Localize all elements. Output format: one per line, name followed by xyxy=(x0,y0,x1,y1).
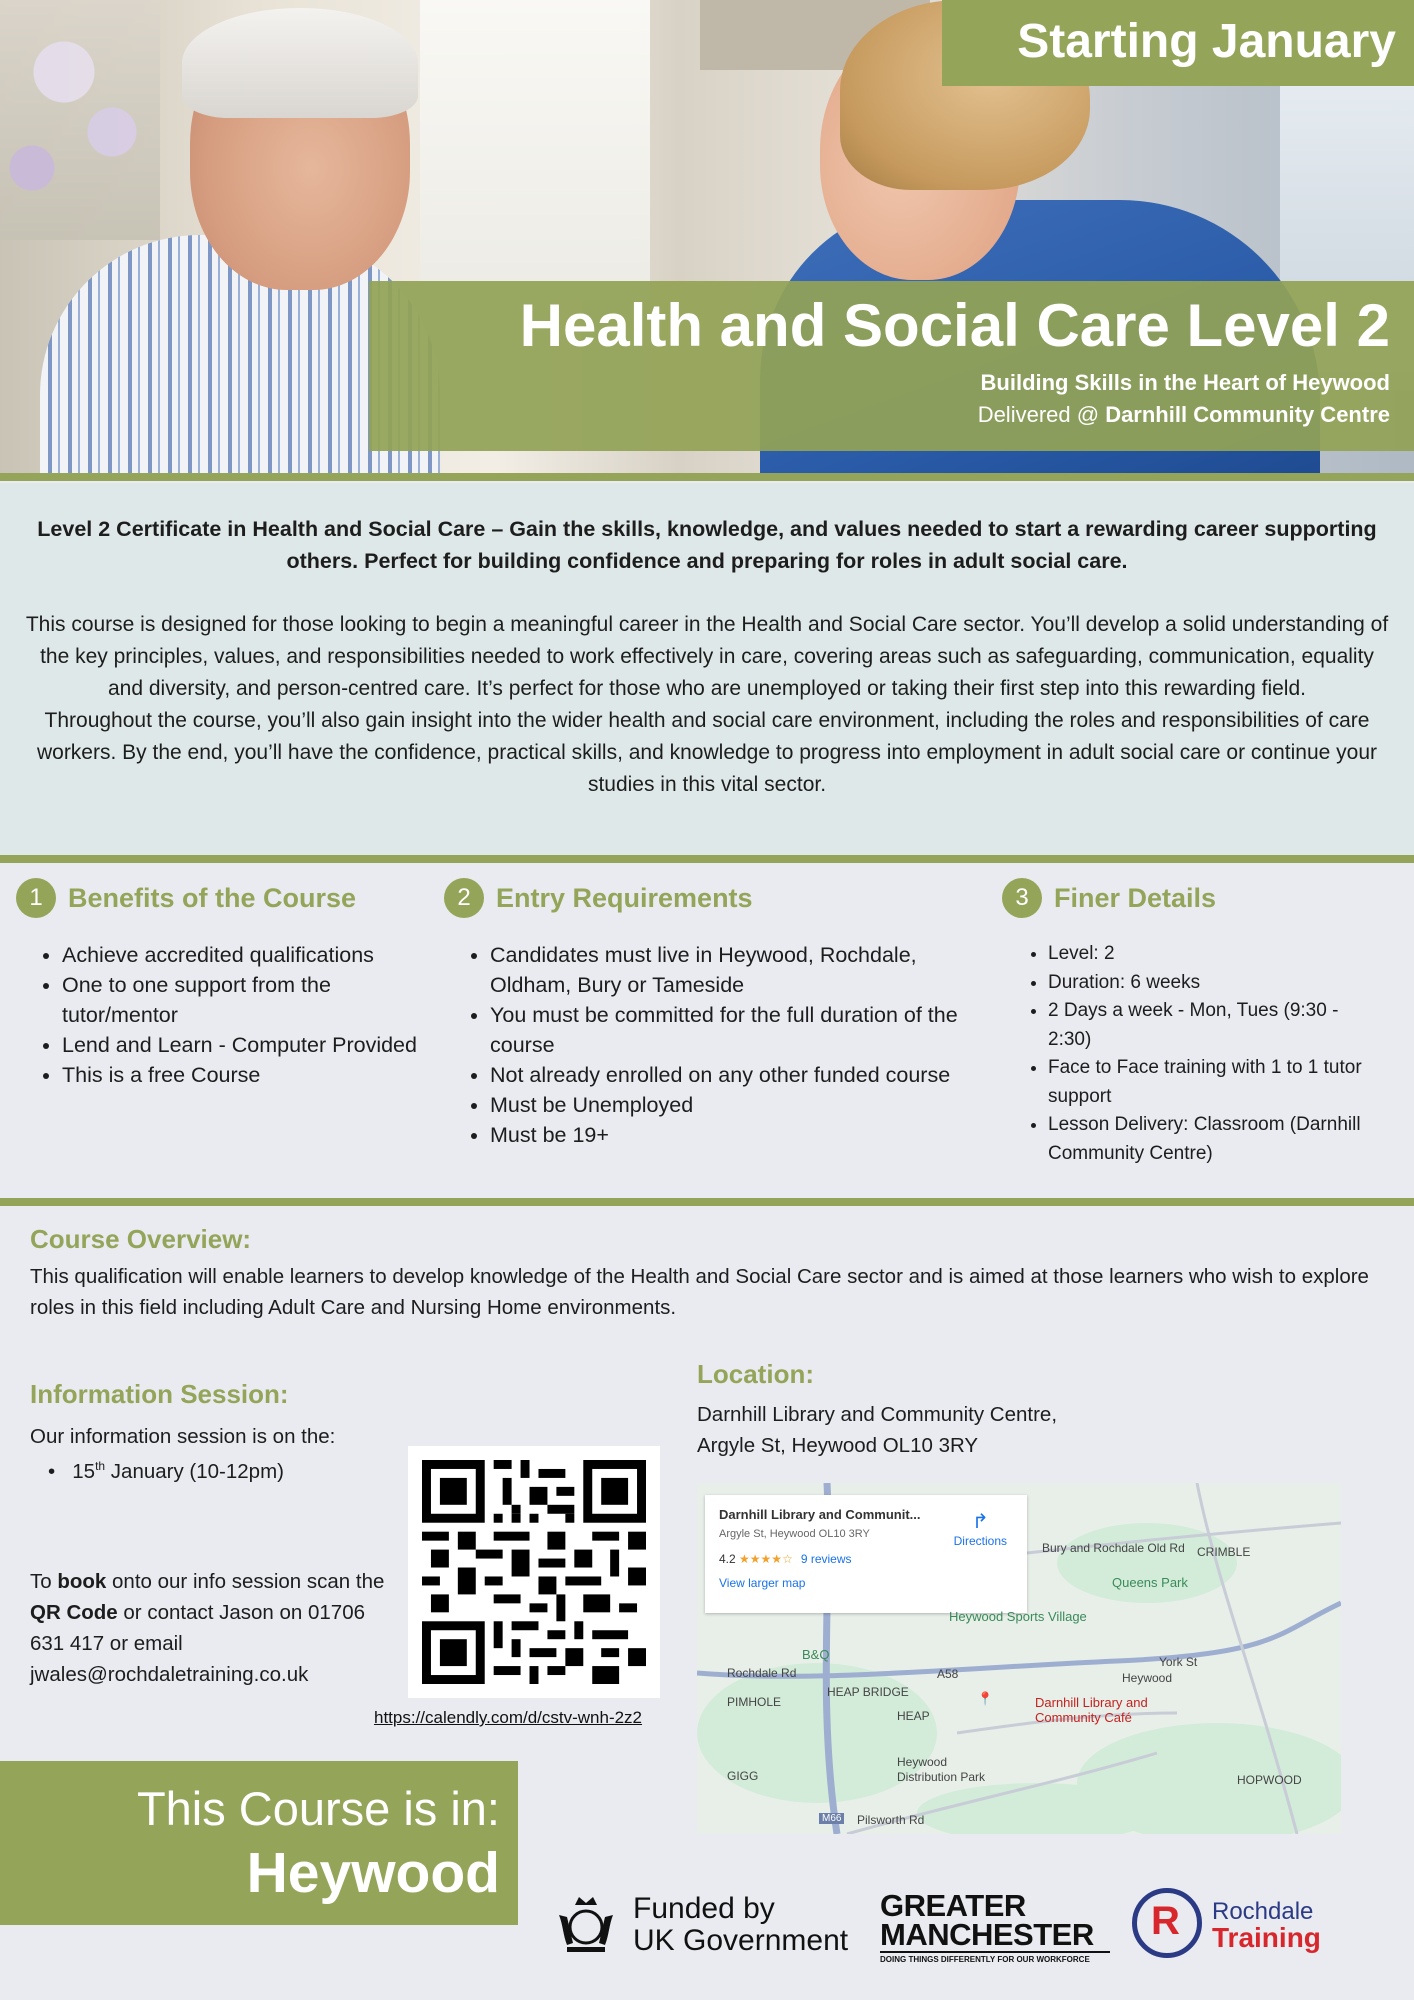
benefits-list xyxy=(16,940,426,1090)
gm-line-1: GREATER xyxy=(880,1888,1026,1923)
uk-government-logo xyxy=(553,1893,863,1963)
book-5: or contact Jason on 01706 631 417 or email jwales@rochdaletraining.co.uk xyxy=(30,1601,366,1686)
map-info-card xyxy=(705,1495,1027,1613)
map-card-title: Darnhill Library and Communit... xyxy=(719,1507,921,1522)
royal-crest-icon xyxy=(553,1895,619,1955)
course-in-label: This Course is in: xyxy=(136,1782,500,1835)
list-item: • Duration: 6 weeks xyxy=(1048,969,1382,998)
entry-requirements-column xyxy=(444,878,984,1150)
greater-manchester-logo xyxy=(880,1888,1110,1964)
map-label-rochdale-rd: Rochdale Rd xyxy=(727,1666,797,1680)
map-label-pimhole: PIMHOLE xyxy=(727,1695,782,1709)
map-label-queens-park: Queens Park xyxy=(1112,1575,1188,1590)
list-item: • Must be 19+ xyxy=(490,1120,984,1150)
info-session-date: • 15th January (10-12pm) xyxy=(48,1459,284,1483)
map-card-address: Argyle St, Heywood OL10 3RY xyxy=(719,1528,870,1540)
list-item: • 2 Days a week - Mon, Tues (9:30 - 2:30) xyxy=(1048,997,1382,1054)
starting-badge-text: Starting January xyxy=(1017,15,1396,68)
list-item: • Not already enrolled on any other funded course xyxy=(490,1060,984,1090)
map-label-pin: Darnhill Library and Community Café xyxy=(1035,1695,1148,1725)
intro-lead: Level 2 Certificate in Health and Social Care – Gain the skills, knowledge, and values needed to start a rewarding career supporting others. Perfect for building confidence and preparing for roles in adult social care. xyxy=(37,517,1377,573)
gov-line-1: Funded by xyxy=(633,1892,775,1925)
date-rest: January (10-12pm) xyxy=(105,1459,284,1483)
reviews-link[interactable]: 9 reviews xyxy=(800,1552,852,1566)
map-label-a58: A58 xyxy=(937,1667,959,1681)
map-label-heap-bridge: HEAP BRIDGE xyxy=(827,1685,909,1699)
qr-code-icon xyxy=(422,1460,646,1684)
course-location-banner xyxy=(0,1761,518,1925)
book-4: QR Code xyxy=(30,1601,118,1624)
info-session-heading: Information Session: xyxy=(30,1379,289,1409)
list-item: • This is a free Course xyxy=(62,1060,426,1090)
step-number-2: 2 xyxy=(444,878,484,918)
course-in-town: Heywood xyxy=(246,1841,500,1905)
map-label-crimble: CRIMBLE xyxy=(1197,1545,1251,1559)
flowers-decoration xyxy=(0,0,160,240)
star-icons: ★★★★☆ xyxy=(739,1552,793,1566)
elderly-man-hair xyxy=(182,8,418,118)
map-label-m66: M66 xyxy=(819,1813,844,1824)
gm-line-2: MANCHESTER xyxy=(880,1917,1094,1952)
list-item: • Level: 2 xyxy=(1048,940,1382,969)
intro-body-2: Throughout the course, you’ll also gain insight into the wider health and social care environment, including the roles and responsibilities of care workers. By the end, you’ll have the confidence, practical skills, and knowledge to progress into employment in adult social care or continue your studies in this vital sector. xyxy=(36,709,1378,796)
qr-code[interactable] xyxy=(408,1446,660,1698)
page-title: Health and Social Care Level 2 xyxy=(519,292,1390,359)
info-session-intro: Our information session is on the: xyxy=(30,1425,336,1448)
entry-list xyxy=(444,940,984,1150)
rating-value: 4.2 xyxy=(719,1552,736,1566)
map-label-sports-village: Heywood Sports Village xyxy=(949,1609,1087,1624)
title-banner xyxy=(369,281,1414,451)
intro-section xyxy=(0,483,1414,855)
gov-text xyxy=(633,1893,848,1957)
view-larger-map-link[interactable]: View larger map xyxy=(719,1576,806,1590)
map-card-rating xyxy=(719,1552,1013,1566)
directions-button[interactable] xyxy=(954,1509,1007,1548)
list-item: • Lesson Delivery: Classroom (Darnhill Community Centre) xyxy=(1048,1111,1382,1168)
rochdale-training-logo xyxy=(1132,1888,1372,1962)
entry-heading: Entry Requirements xyxy=(496,882,753,913)
rochdale-training-icon: R xyxy=(1132,1888,1202,1958)
window-light xyxy=(420,0,650,300)
finer-details-heading: Finer Details xyxy=(1054,882,1217,913)
list-item: • Candidates must live in Heywood, Rochdale, Oldham, Bury or Tameside xyxy=(490,940,984,1000)
overview-heading: Course Overview: xyxy=(30,1224,252,1254)
delivered-line xyxy=(369,402,1390,428)
map-label-hopwood: HOPWOOD xyxy=(1237,1773,1302,1787)
list-item: • Must be Unemployed xyxy=(490,1090,984,1120)
rt-line-1: Rochdale xyxy=(1212,1898,1314,1925)
map-label-distribution-park: Heywood Distribution Park xyxy=(897,1755,986,1784)
rt-line-2: Training xyxy=(1212,1922,1321,1953)
map-pin-icon: 📍 xyxy=(977,1691,994,1706)
step-number-1: 1 xyxy=(16,878,56,918)
date-day: 15 xyxy=(72,1459,96,1483)
finer-details-column xyxy=(1002,878,1382,1168)
subtitle: Building Skills in the Heart of Heywood xyxy=(980,370,1390,395)
divider-middle xyxy=(0,855,1414,863)
list-item: • Achieve accredited qualifications xyxy=(62,940,426,970)
map-label-road: Bury and Rochdale Old Rd xyxy=(1042,1541,1185,1555)
gov-line-2: UK Government xyxy=(633,1924,849,1957)
finer-details-list xyxy=(1002,940,1382,1168)
divider-top xyxy=(0,473,1414,481)
map-label-gigg: GIGG xyxy=(727,1769,759,1783)
list-item: • You must be committed for the full duration of the course xyxy=(490,1000,984,1060)
gm-tagline: DOING THINGS DIFFERENTLY FOR OUR WORKFORCE xyxy=(880,1951,1110,1964)
book-1: To xyxy=(30,1570,58,1593)
hero-photo xyxy=(0,0,1414,473)
calendly-link[interactable]: https://calendly.com/d/cstv-wnh-2z2 xyxy=(374,1708,643,1727)
step-number-3: 3 xyxy=(1002,878,1042,918)
booking-text xyxy=(30,1566,400,1690)
directions-icon: ↱ xyxy=(971,1511,989,1533)
delivered-venue: Darnhill Community Centre xyxy=(1105,402,1390,427)
location-heading: Location: xyxy=(697,1359,814,1389)
intro-body-1: This course is designed for those looking to begin a meaningful career in the Health and Social Care sector. You’ll develop a solid understanding of the key principles, values, and responsibilities needed to work effectively in care, covering areas such as safeguarding, communication, equality and diversity, and person-centred care. It’s perfect for those who are unemployed or taking their first step into this rewarding field. xyxy=(25,613,1389,700)
benefits-column xyxy=(16,878,426,1090)
directions-label: Directions xyxy=(953,1534,1007,1548)
book-2: book xyxy=(57,1570,107,1593)
location-map[interactable] xyxy=(697,1483,1341,1834)
location-line-1: Darnhill Library and Community Centre, xyxy=(697,1403,1058,1426)
map-label-york-st: York St xyxy=(1159,1655,1198,1669)
overview-text: This qualification will enable learners to develop knowledge of the Health and Social Care sector and is aimed at those learners who wish to explore roles in this field including Adult Care and Nursing Home environments. xyxy=(30,1265,1369,1319)
list-item: • Lend and Learn - Computer Provided xyxy=(62,1030,426,1060)
list-item: • Face to Face training with 1 to 1 tutor support xyxy=(1048,1054,1382,1111)
divider-bottom xyxy=(0,1198,1414,1206)
delivered-prefix: Delivered @ xyxy=(977,402,1106,427)
book-3: onto our info session scan the xyxy=(106,1570,385,1593)
map-label-heywood: Heywood xyxy=(1122,1671,1173,1685)
map-label-bq: B&Q xyxy=(802,1647,830,1662)
map-label-pilsworth: Pilsworth Rd xyxy=(857,1813,925,1827)
starting-badge xyxy=(942,0,1414,86)
map-label-heap: HEAP xyxy=(897,1709,930,1723)
benefits-heading: Benefits of the Course xyxy=(68,882,357,913)
location-line-2: Argyle St, Heywood OL10 3RY xyxy=(697,1434,979,1457)
list-item: • One to one support from the tutor/mentor xyxy=(62,970,426,1030)
date-suffix: th xyxy=(95,1459,106,1473)
